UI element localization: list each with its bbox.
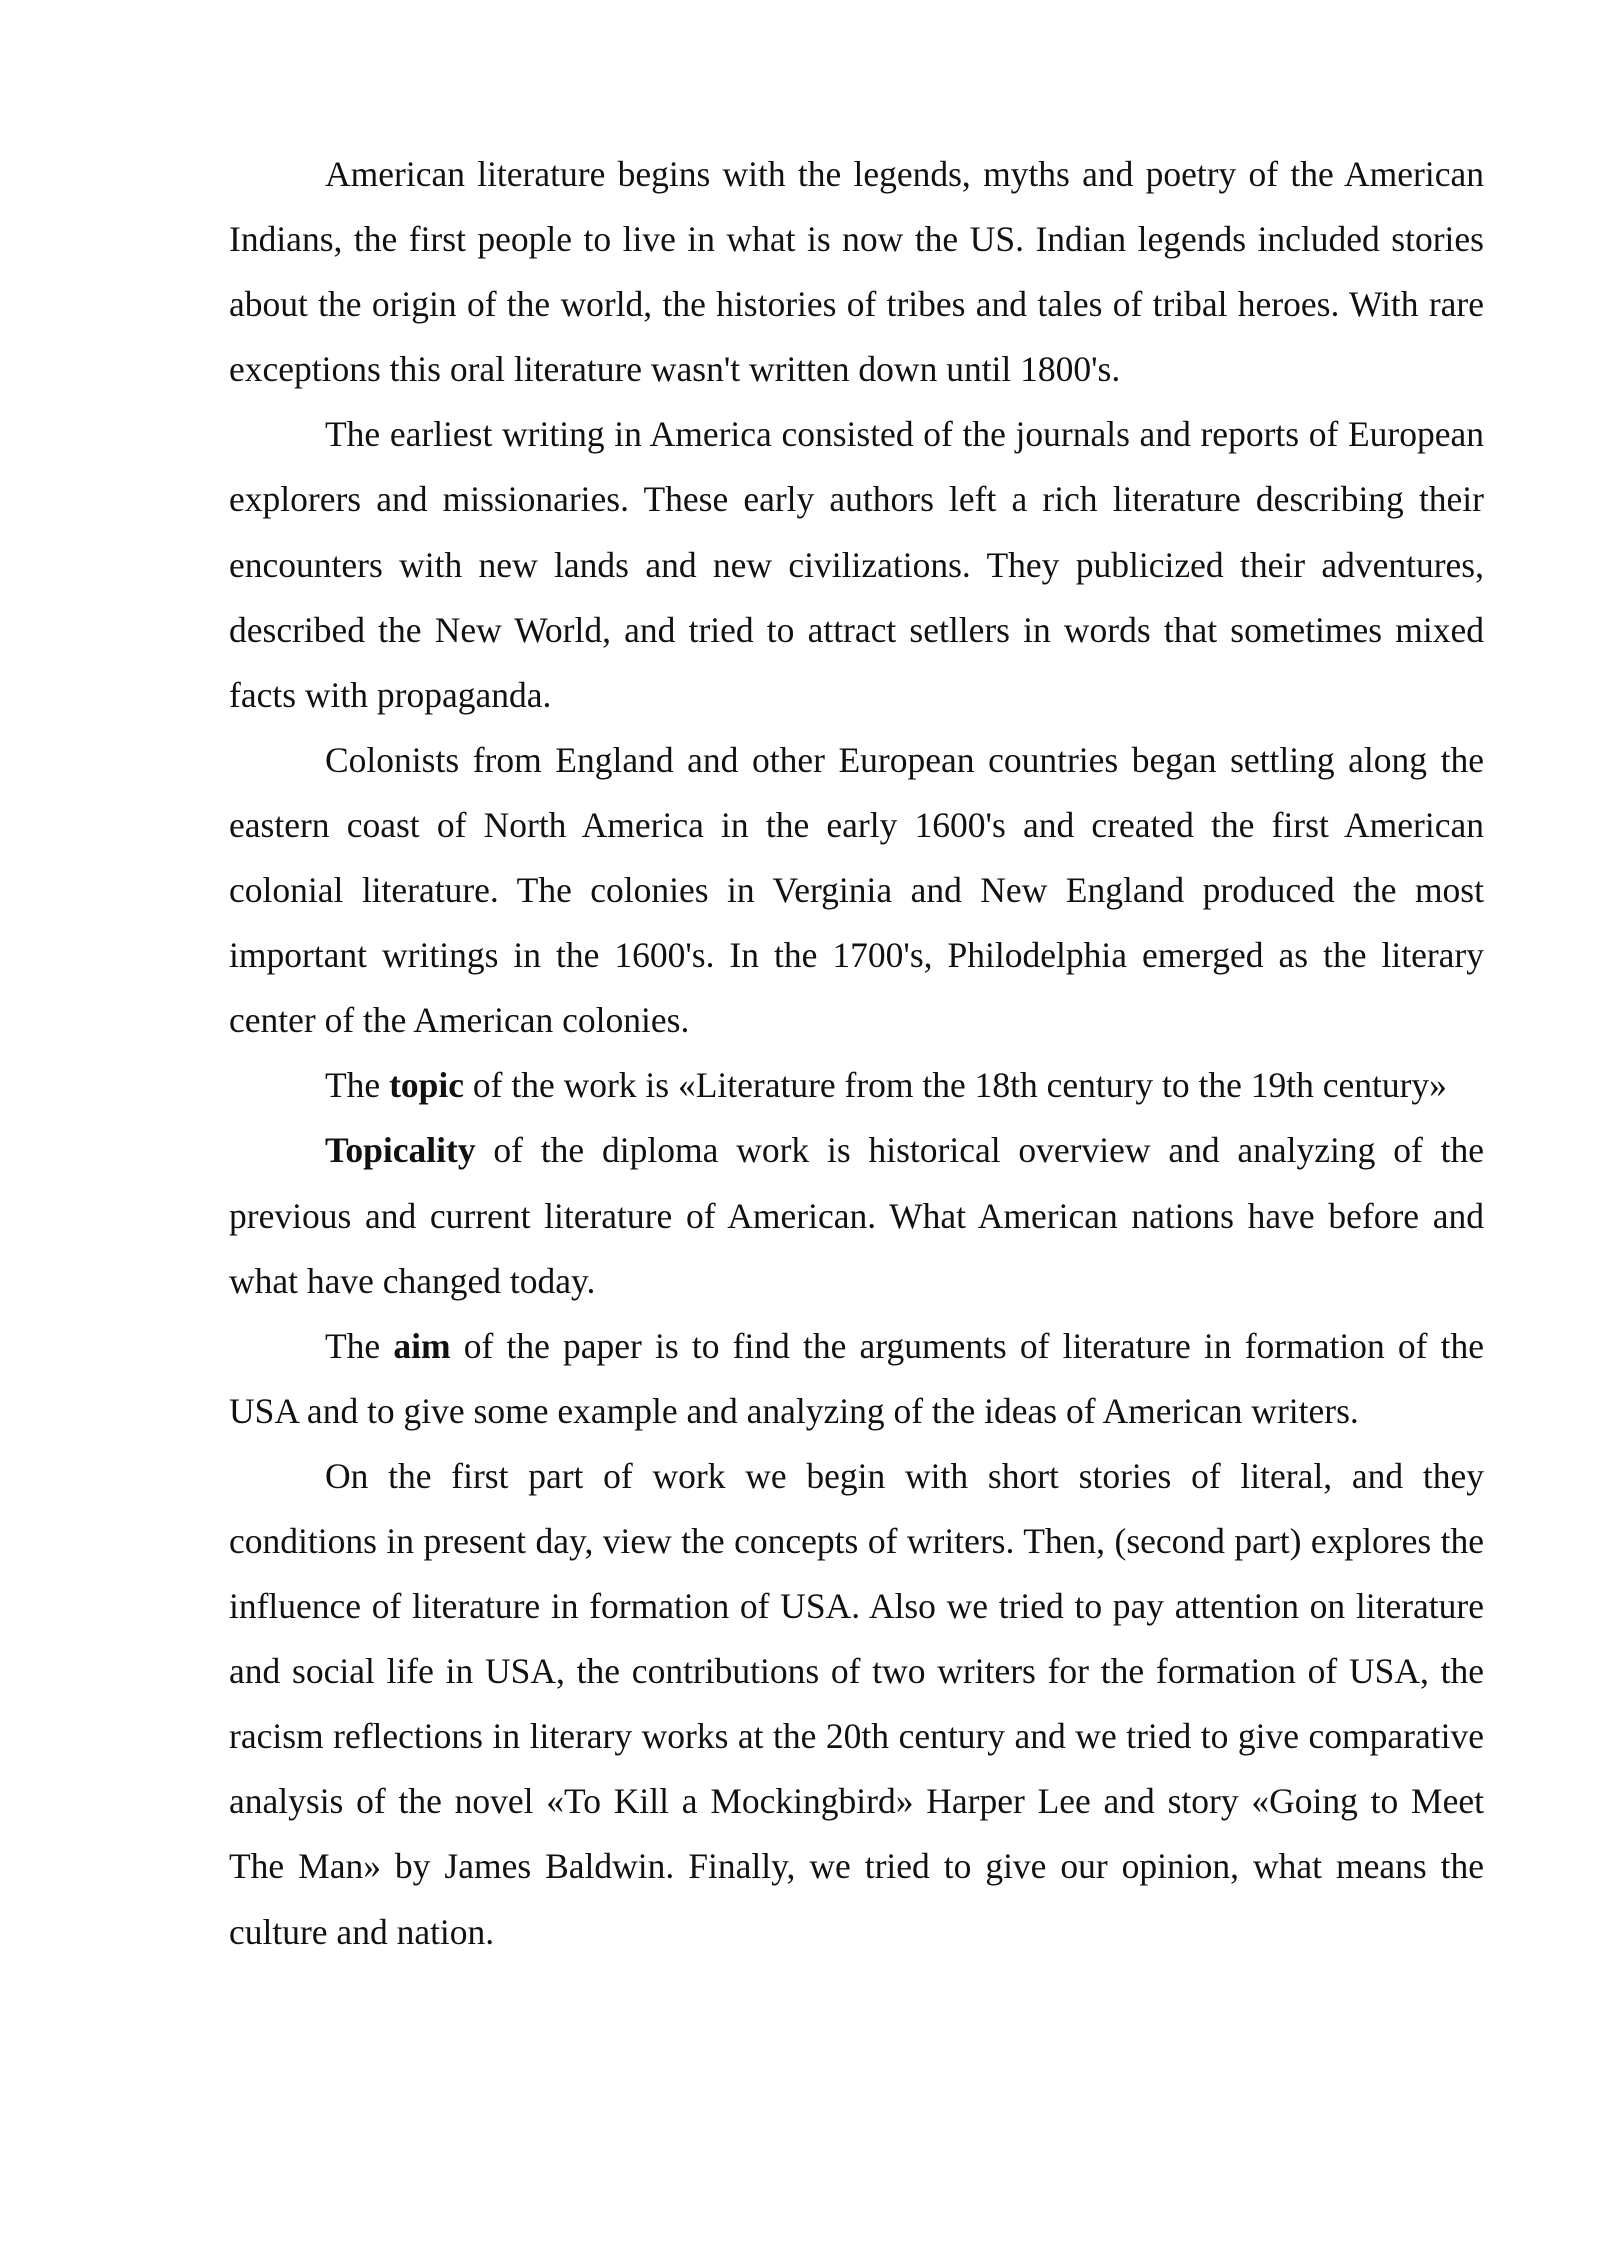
paragraph-text-after: of the paper is to find the arguments of literature in formation of the USA and to give some example and analyzing of the ideas of American writers. bbox=[229, 1325, 1484, 1431]
body-text bbox=[229, 142, 1484, 1965]
paragraph-text-before: The bbox=[325, 1325, 394, 1366]
paragraph-colonial-literature bbox=[229, 728, 1484, 1053]
paragraph-text: American literature begins with the legends, myths and poetry of the American Indians, the first people to live in what is now the US. Indian legends included stories about the origin of the world, the histories of tribes and tales of tribal heroes. With rare exceptions this oral literature wasn't written down until 1800's. bbox=[229, 154, 1484, 390]
paragraph-text: Colonists from England and other European countries began settling along the eastern coast of North America in the early 1600's and created the first American colonial literature. The colonies in Verginia and New England produced the most important writings in the 1600's. In the 1700's, Philodelphia emerged as the literary center of the American colonies. bbox=[229, 739, 1484, 1041]
paragraph-text: On the first part of work we begin with short stories of literal, and they conditions in present day, view the concepts of writers. Then, (second part) explores the influence of literature in formation of USA. Also we tried to pay attention on literature and social life in USA, the contributions of two writers for the formation of USA, the racism reflections in literary works at the 20th century and we tried to give comparative analysis of the novel «To Kill a Mockingbird» Harper Lee and story «Going to Meet The Man» by James Baldwin. Finally, we tried to give our opinion, what means the culture and nation. bbox=[229, 1455, 1484, 1952]
paragraph-text-after: of the diploma work is historical overview and analyzing of the previous and current literature of American. What American nations have before and what have changed today. bbox=[229, 1130, 1484, 1301]
paragraph-work-structure bbox=[229, 1444, 1484, 1965]
paragraph-text-after: of the work is «Literature from the 18th century to the 19th century» bbox=[464, 1065, 1447, 1106]
paragraph-topic bbox=[229, 1053, 1484, 1118]
topic-keyword: topic bbox=[389, 1065, 465, 1106]
paragraph-text-before: The bbox=[325, 1065, 390, 1106]
paragraph-topicality bbox=[229, 1118, 1484, 1313]
paragraph-american-indian-literature bbox=[229, 142, 1484, 402]
topicality-keyword: Topicality bbox=[325, 1130, 476, 1171]
aim-keyword: aim bbox=[393, 1325, 451, 1366]
paragraph-aim bbox=[229, 1314, 1484, 1444]
paragraph-text: The earliest writing in America consisted of the journals and reports of European explorers and missionaries. These early authors left a rich literature describing their encounters with new lands and new civilizations. They publicized their adventures, described the New World, and tried to attract setllers in words that sometimes mixed facts with propaganda. bbox=[229, 414, 1484, 715]
paragraph-earliest-writing bbox=[229, 402, 1484, 727]
